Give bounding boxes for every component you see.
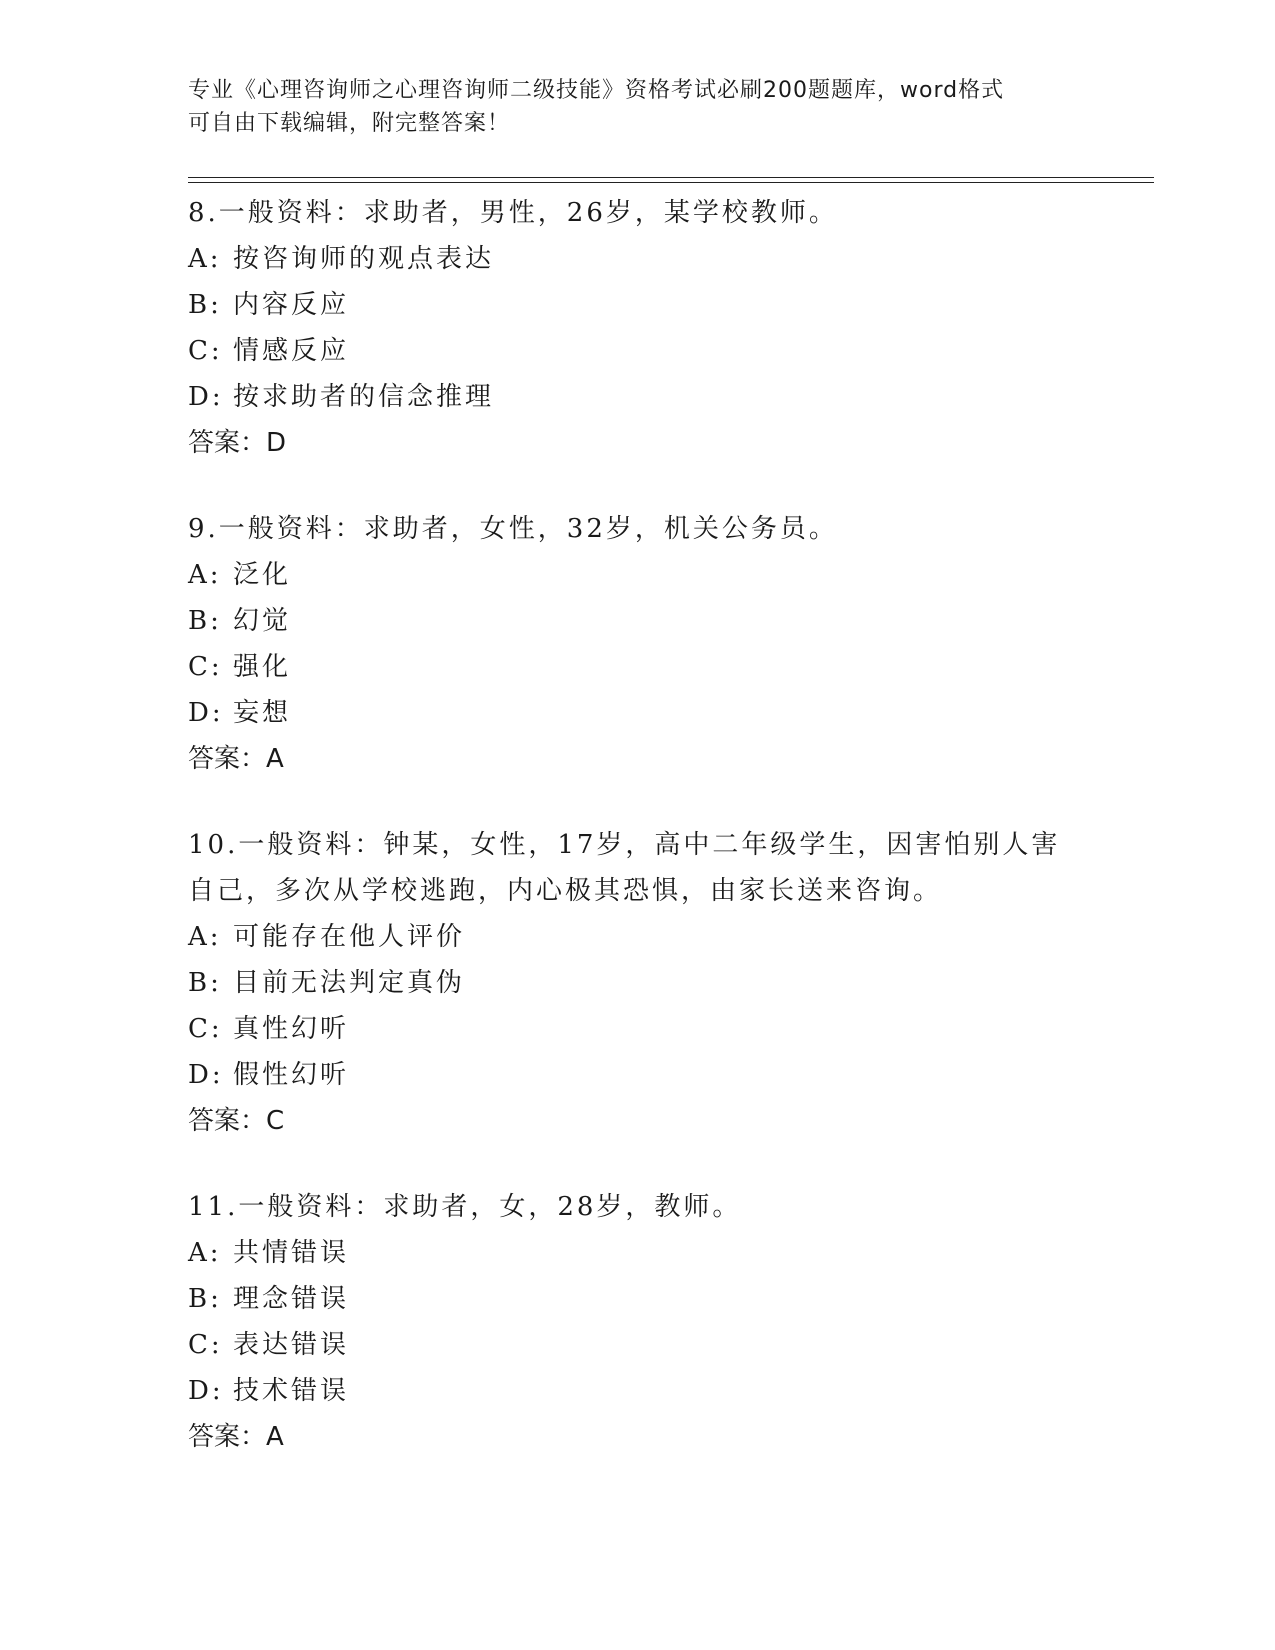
option-letter: D:: [188, 1376, 224, 1406]
option-d: [188, 1052, 1088, 1098]
header-divider-bottom: [188, 182, 1154, 183]
option-letter: C:: [188, 1014, 223, 1044]
question-11: [188, 1184, 1088, 1460]
question-8: [188, 190, 1088, 466]
option-a: [188, 1230, 1088, 1276]
option-b: [188, 282, 1088, 328]
page-header: [188, 74, 1088, 140]
option-letter: C:: [188, 1330, 223, 1360]
option-a: [188, 914, 1088, 960]
option-b: [188, 598, 1088, 644]
option-letter: A:: [188, 244, 222, 274]
option-c: [188, 328, 1088, 374]
option-text: 内容反应: [233, 290, 350, 320]
option-letter: C:: [188, 336, 223, 366]
question-stem: 10.一般资料：钟某，女性，17岁，高中二年级学生，因害怕别人害自己，多次从学校逃跑，内心极其恐惧，由家长送来咨询。: [188, 830, 1061, 906]
option-letter: D:: [188, 698, 224, 728]
option-text: 共情错误: [233, 1238, 350, 1268]
answer: 答案：C: [188, 1106, 285, 1136]
option-text: 泛化: [233, 560, 292, 590]
option-d: [188, 374, 1088, 420]
option-text: 强化: [233, 652, 292, 682]
answer: 答案：A: [188, 744, 284, 774]
option-text: 技术错误: [233, 1376, 350, 1406]
question-stem: 11.一般资料：求助者，女，28岁，教师。: [188, 1192, 742, 1222]
option-text: 表达错误: [233, 1330, 350, 1360]
option-text: 可能存在他人评价: [233, 922, 466, 952]
option-letter: B:: [188, 606, 222, 636]
option-letter: A:: [188, 560, 222, 590]
option-text: 按咨询师的观点表达: [233, 244, 495, 274]
option-letter: A:: [188, 1238, 222, 1268]
answer: 答案：A: [188, 1422, 284, 1452]
question-stem: 9.一般资料：求助者，女性，32岁，机关公务员。: [188, 514, 838, 544]
option-text: 理念错误: [233, 1284, 350, 1314]
option-text: 妄想: [233, 698, 292, 728]
answer: 答案：D: [188, 428, 287, 458]
option-c: [188, 644, 1088, 690]
option-text: 真性幻听: [233, 1014, 350, 1044]
option-letter: D:: [188, 382, 224, 412]
option-d: [188, 690, 1088, 736]
option-text: 幻觉: [233, 606, 292, 636]
option-letter: D:: [188, 1060, 224, 1090]
question-list: [188, 190, 1088, 1500]
question-10: [188, 822, 1088, 1144]
option-letter: C:: [188, 652, 223, 682]
option-letter: B:: [188, 1284, 222, 1314]
option-text: 目前无法判定真伪: [233, 968, 466, 998]
header-line-2: 可自由下载编辑，附完整答案！: [188, 111, 511, 136]
header-line-1: 专业《心理咨询师之心理咨询师二级技能》资格考试必刷200题题库，word格式: [188, 78, 1005, 103]
option-a: [188, 236, 1088, 282]
option-b: [188, 1276, 1088, 1322]
option-text: 情感反应: [233, 336, 350, 366]
option-c: [188, 1006, 1088, 1052]
option-text: 按求助者的信念推理: [233, 382, 495, 412]
option-d: [188, 1368, 1088, 1414]
header-divider-top: [188, 177, 1154, 178]
option-letter: B:: [188, 290, 222, 320]
option-letter: B:: [188, 968, 222, 998]
option-a: [188, 552, 1088, 598]
question-9: [188, 506, 1088, 782]
question-stem: 8.一般资料：求助者，男性，26岁，某学校教师。: [188, 198, 838, 228]
option-b: [188, 960, 1088, 1006]
option-c: [188, 1322, 1088, 1368]
option-text: 假性幻听: [233, 1060, 350, 1090]
option-letter: A:: [188, 922, 222, 952]
